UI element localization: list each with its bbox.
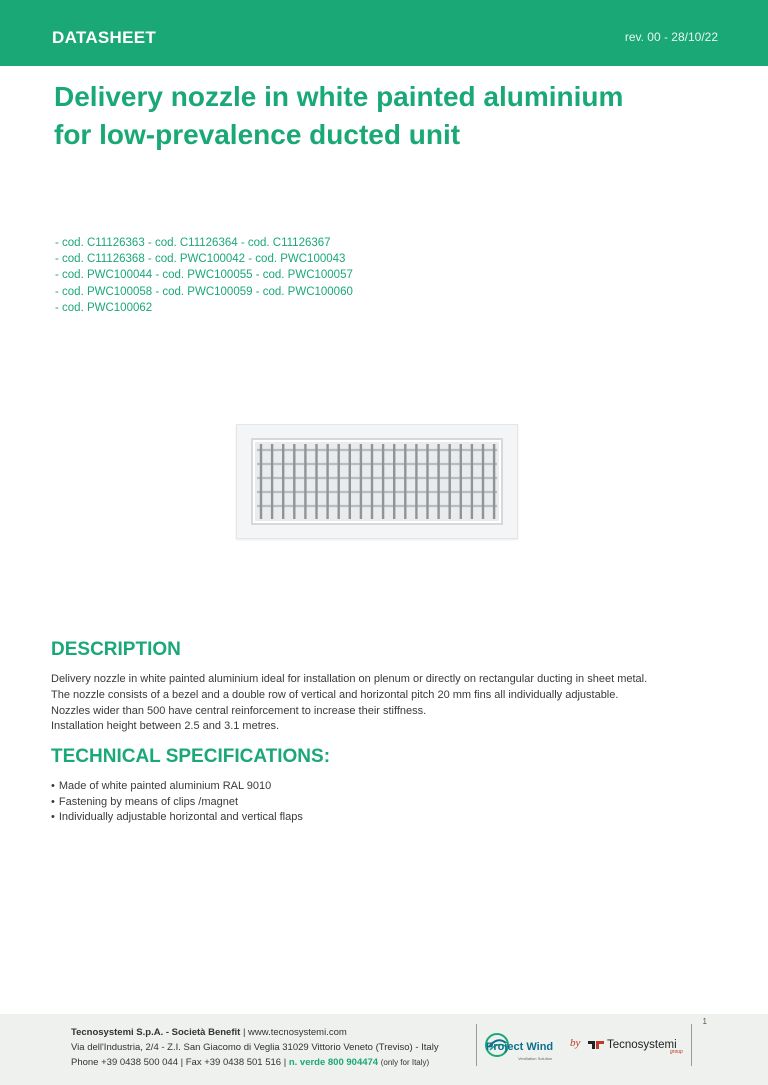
description-line: Installation height between 2.5 and 3.1 metres. — [51, 720, 280, 733]
description-heading: DESCRIPTION — [51, 639, 181, 660]
grille-fins-graphic — [255, 442, 499, 521]
description-text — [51, 672, 731, 735]
page-number: 1 — [702, 1017, 707, 1026]
code-line: - cod. PWC100062 — [55, 301, 153, 314]
footer-divider-right — [691, 1024, 692, 1066]
code-line: - cod. C11126363 - cod. C11126364 - cod. C11126367 — [55, 237, 331, 249]
tecnosystemi-wordmark: Tecnosystemi — [607, 1039, 677, 1051]
logo-by-label: by — [570, 1037, 581, 1049]
tecnosystemi-logo — [588, 1034, 683, 1056]
datasheet-label: DATASHEET — [52, 28, 157, 47]
company-name: Tecnosystemi S.p.A. - Società Benefit — [71, 1027, 241, 1038]
product-image — [236, 424, 518, 539]
description-line: The nozzle consists of a bezel and a double row of vertical and horizontal pitch 20 mm fins all individually adjustable. — [51, 688, 619, 701]
description-line: Nozzles wider than 500 have central reinforcement to increase their stiffness. — [51, 704, 427, 717]
spec-item: • Made of white painted aluminium RAL 9010 — [51, 779, 303, 795]
grille-frame — [251, 438, 503, 525]
footer-contact: Tecnosystemi S.p.A. - Società Benefit | www.tecnosystemi.com Via dell'Industria, 2/4 - Z.I. San Giacomo di Veglia 31029 Vittorio Veneto (Treviso) - Italy Phone +39 0438 500 044 | Fax +39 0438 501 516 | n. verde 800 904474 (only for Italy) — [71, 1027, 439, 1068]
footer-divider — [476, 1024, 477, 1066]
revision-label: rev. 00 - 28/10/22 — [624, 30, 718, 44]
specifications-heading: TECHNICAL SPECIFICATIONS: — [51, 746, 331, 767]
spec-item: • Fastening by means of clips /magnet — [51, 795, 303, 811]
project-wind-logo — [484, 1030, 568, 1066]
project-wind-wordmark: Project Wind — [486, 1041, 554, 1053]
address: Via dell'Industria, 2/4 - Z.I. San Giacomo di Veglia 31029 Vittorio Veneto (Treviso) - Italy — [71, 1042, 439, 1053]
code-line: - cod. PWC100058 - cod. PWC100059 - cod. PWC100060 — [55, 285, 353, 298]
toll-free-note: (only for Italy) — [380, 1058, 430, 1067]
product-codes — [55, 235, 353, 316]
description-line: Delivery nozzle in white painted aluminium ideal for installation on plenum or directly on rectangular ducting in sheet metal. — [51, 673, 648, 685]
spec-item: • Individually adjustable horizontal and vertical flaps — [51, 810, 303, 826]
product-title: Delivery nozzle in white painted aluminium for low-prevalence ducted unit — [54, 81, 624, 150]
project-wind-subtitle: Ventilation Solution — [518, 1056, 553, 1061]
toll-free-number: n. verde 800 904474 — [288, 1057, 379, 1068]
fax-number: Fax +39 0438 501 516 — [185, 1057, 282, 1068]
code-line: - cod. PWC100044 - cod. PWC100055 - cod. PWC100057 — [55, 269, 353, 282]
specifications-list — [51, 779, 303, 826]
website-link[interactable]: www.tecnosystemi.com — [248, 1027, 347, 1038]
code-line: - cod. C11126368 - cod. PWC100042 - cod. PWC100043 — [55, 253, 346, 266]
phone-number: Phone +39 0438 500 044 — [71, 1057, 178, 1068]
tecnosystemi-icon — [588, 1039, 604, 1051]
tecnosystemi-group-label: group — [670, 1049, 683, 1055]
